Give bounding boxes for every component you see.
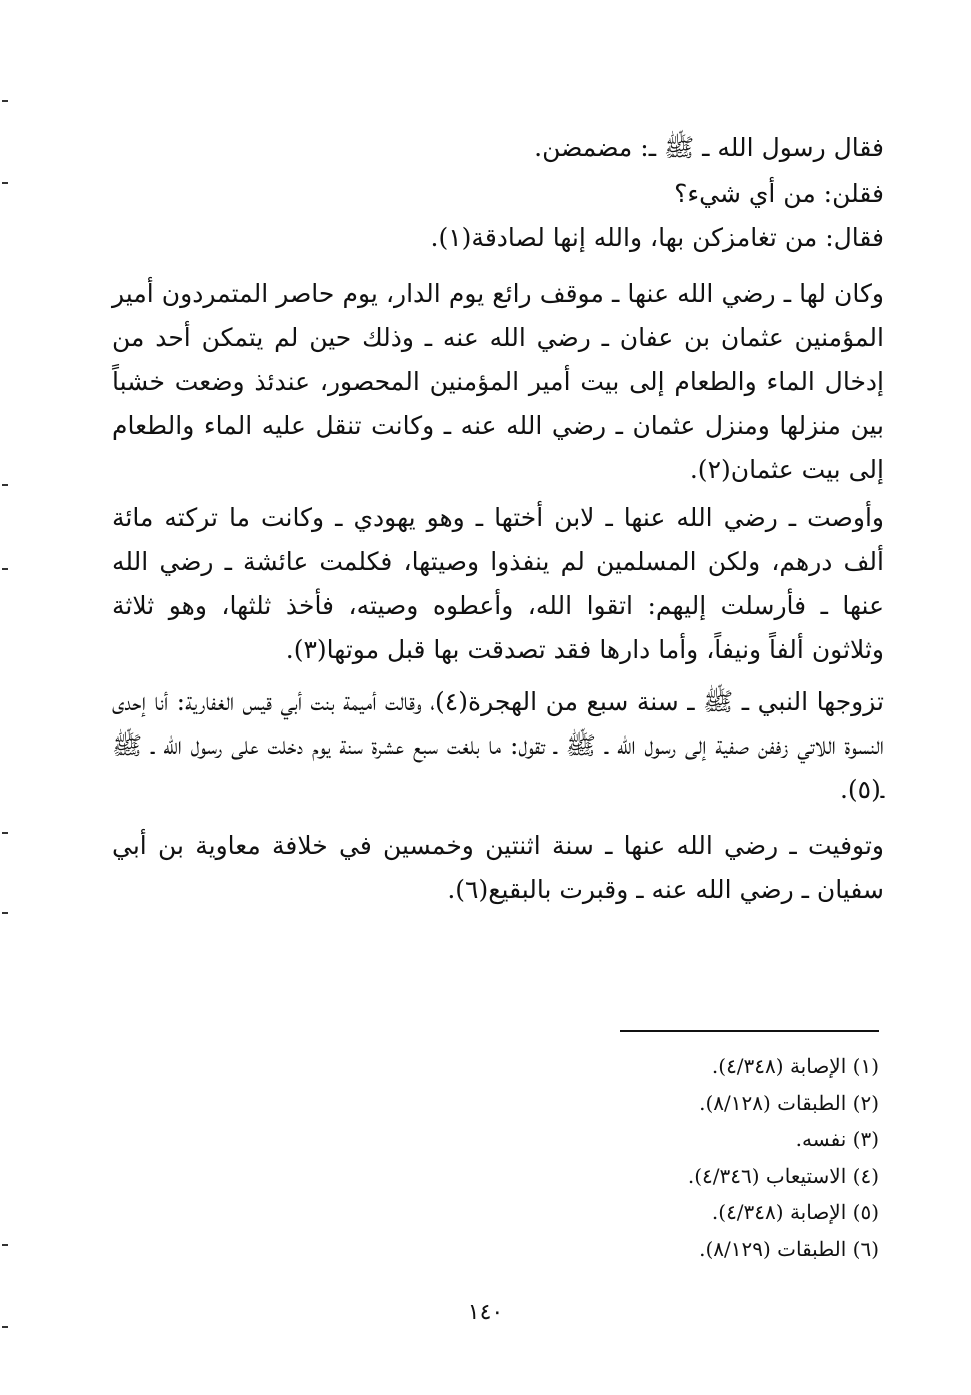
paragraph-bequest: وأوصت ـ رضي الله عنها ـ لابن أختها ـ وهو يهودي ـ وكانت ما تركته مائة ألف درهم، ولكن المسلمين لم ينفذوا وصيتها، فكلمت عائشة ـ رضي الله عنها ـ فأرسلت إليهم: اتقوا الله، وأعطوه وصيته، فأخذ ثلثها، وهو ثلاثة وثلاثون ألفاً ونيفاً، وأما دارها فقد تصدقت بها قبل موتها(٣). xyxy=(112,503,884,664)
scan-mark xyxy=(2,568,8,570)
footnote-1: (١) الإصابة (٤/٣٤٨). xyxy=(711,1054,879,1078)
paragraph-marriage: تزوجها النبي ـ ﷺ ـ سنة سبع من الهجرة(٤)، وقالت أميمة بنت أبي قيس الغفارية: أنا إحدى النسوة اللاتي زففن صفية إلى رسول الله ـ ﷺ ـ تقول: ما بلغت سبع عشرة سنة يوم دخلت على رسول الله ـ ﷺ ـ(٥). xyxy=(112,687,884,804)
scan-mark xyxy=(2,100,8,102)
footnote-4: (٤) الاستيعاب (٤/٣٤٦). xyxy=(687,1163,879,1188)
scan-mark xyxy=(2,484,8,486)
paragraph-death: وتوفيت ـ رضي الله عنها ـ سنة اثنتين وخمسين في خلافة معاوية بن أبي سفيان ـ رضي الله عنه ـ وقبرت بالبقيع(٦). xyxy=(112,831,884,904)
scan-mark xyxy=(2,832,8,834)
paragraph-yawm-al-dar: وكان لها ـ رضي الله عنها ـ موقف رائع يوم الدار، يوم حاصر المتمردون أمير المؤمنين عثمان بن عفان ـ رضي الله عنه ـ وذلك حين لم يتمكن أحد من إدخال الماء والطعام إلى بيت أمير المؤمنين المحصور، عندئذ وضعت خشباً بين منزلها ومنزل عثمان ـ رضي الله عنه ـ وكانت تنقل عليه الماء والطعام إلى بيت عثمان(٢). xyxy=(112,279,884,484)
scan-mark xyxy=(2,182,8,184)
footnotes-list xyxy=(688,1048,879,1267)
footnote-6: (٦) الطبقات (٨/١٢٩). xyxy=(699,1236,879,1261)
footnote-3: (٣) نفسه. xyxy=(795,1127,879,1151)
scan-mark xyxy=(2,912,8,914)
footnote-separator xyxy=(620,1030,879,1032)
footnote-2: (٢) الطبقات (٨/١٢٨). xyxy=(699,1090,879,1115)
dialogue-line-3: فقال: من تغامزكن بها، والله إنها لصادقة(١). xyxy=(430,223,884,252)
page-number: ١٤٠ xyxy=(467,1300,504,1325)
footnote-5: (٥) الإصابة (٤/٣٤٨). xyxy=(711,1200,879,1224)
scan-mark xyxy=(2,1326,8,1328)
dialogue-line-1: فقال رسول الله ـ ﷺ ـ: مضمضن. xyxy=(534,133,884,162)
dialogue-line-2: فقلن: من أي شيء؟ xyxy=(674,179,884,208)
scan-mark xyxy=(2,1244,8,1246)
